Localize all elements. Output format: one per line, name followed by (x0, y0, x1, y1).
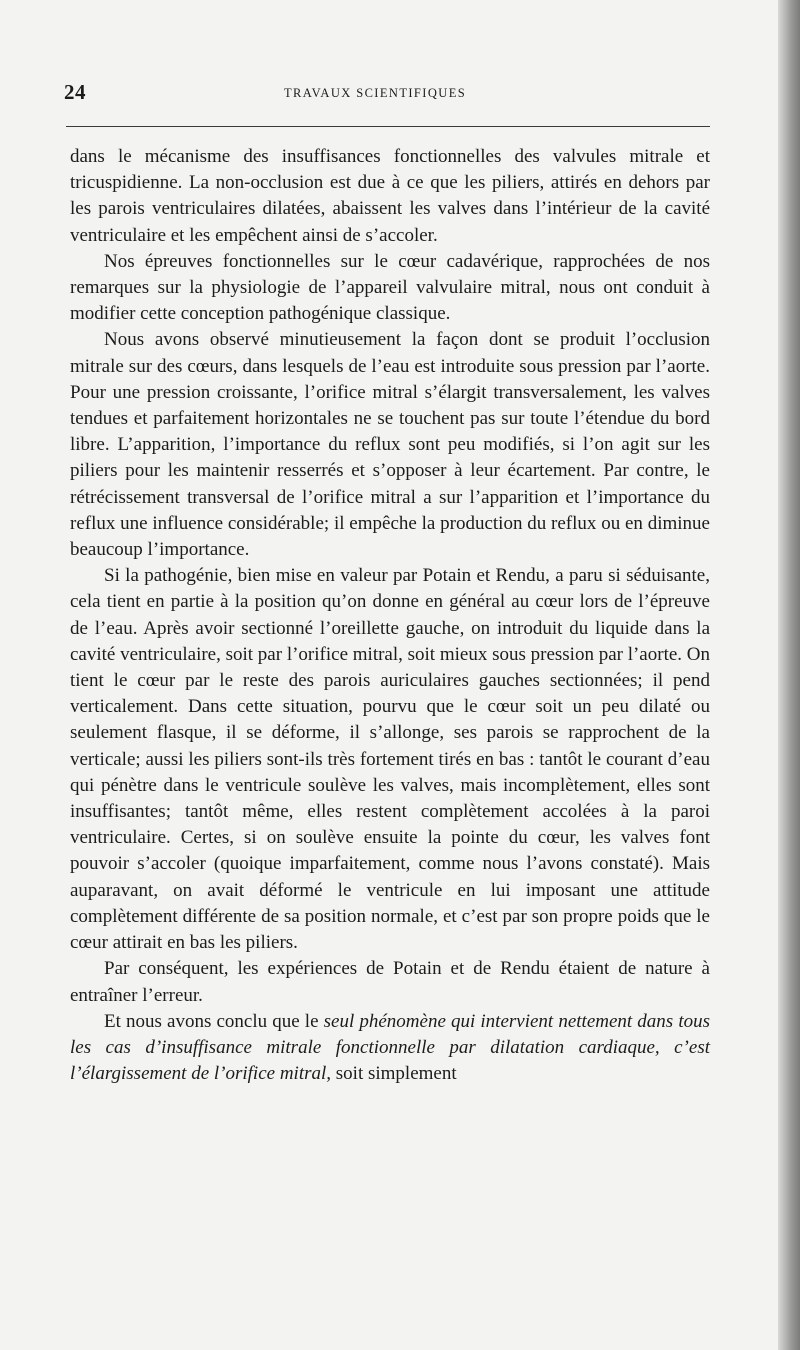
paragraph-4: Si la pathogénie, bien mise en valeur par Potain et Rendu, a paru si séduisante, cela tient en partie à la position qu’on donne en général au cœur lors de l’épreuve de l’eau. Après avoir sectionné l’oreillette gauche, on introduit du liquide dans la cavité ventriculaire, soit par l’orifice mitral, soit mieux sous pression par l’aorte. On tient le cœur par le reste des parois auriculaires gauches sectionnées; il pend verticalement. Dans cette situation, pourvu que le cœur soit un peu dilaté ou seulement flasque, il se déforme, il s’allonge, ses parois se rapprochent de la verticale; aussi les piliers sont-ils très fortement tirés en bas : tantôt le courant d’eau qui pénètre dans le ventricule soulève les valves, mais incomplètement, elles sont insuffisantes; tantôt même, elles restent complètement accolées à la paroi ventriculaire. Certes, si on soulève ensuite la pointe du cœur, les valves font pouvoir s’accoler (quoique imparfaitement, comme nous l’avons constaté). Mais auparavant, on avait déformé le ventricule en lui imposant une attitude complètement différente de sa position normale, et c’est par son propre poids que le cœur attirait en bas les piliers. (70, 565, 710, 954)
paragraph-6-tail: soit simplement (331, 1063, 457, 1085)
paragraph-1: dans le mécanisme des insuffisances fonctionnelles des valvules mitrale et tricuspidienne. La non-occlusion est due à ce que les piliers, attirés en dehors par les parois ventriculaires dilatées, abaissent les valves dans l’intérieur de la cavité ventriculaire et les empêchent ainsi de s’accoler. (70, 146, 710, 246)
paragraph-6 (70, 1009, 710, 1088)
paragraph-5: Par conséquent, les expériences de Potain et de Rendu étaient de nature à entraîner l’erreur. (70, 958, 710, 1006)
paragraph-2: Nos épreuves fonctionnelles sur le cœur cadavérique, rapprochées de nos remarques sur la physiologie de l’appareil valvulaire mitral, nous ont conduit à modifier cette conception pathogénique classique. (70, 250, 710, 325)
paragraph-3: Nous avons observé minutieusement la façon dont se produit l’occlusion mitrale sur des cœurs, dans lesquels de l’eau est introduite sous pression par l’aorte. Pour une pression croissante, l’orifice mitral s’élargit transversalement, les valves tendues et parfaitement horizontales ne se touchent pas sur toute l’étendue du bord libre. L’apparition, l’importance du reflux sont peu modifiés, si l’on agit sur les piliers pour les maintenir resserrés et s’opposer à leur écartement. Par contre, le rétrécissement transversal de l’orifice mitral a sur l’apparition et l’importance du reflux une influence considérable; il empêche la production du reflux ou en diminue beaucoup l’importance. (70, 329, 710, 561)
page-header (64, 80, 710, 106)
running-title: TRAVAUX SCIENTIFIQUES (284, 86, 467, 100)
paragraph-6-italic: seul phénomène qui intervient nettement dans tous les cas d’insuffisance mitrale fonctionnelle par dilatation cardiaque, c’est l’élargissement de l’orifice mitral, (70, 1010, 710, 1085)
page-number: 24 (64, 80, 86, 104)
paragraph-6-lead: Et nous avons conclu que le (104, 1010, 324, 1032)
header-rule (66, 126, 710, 127)
body-text (70, 144, 710, 1087)
page-gutter (778, 0, 800, 1350)
